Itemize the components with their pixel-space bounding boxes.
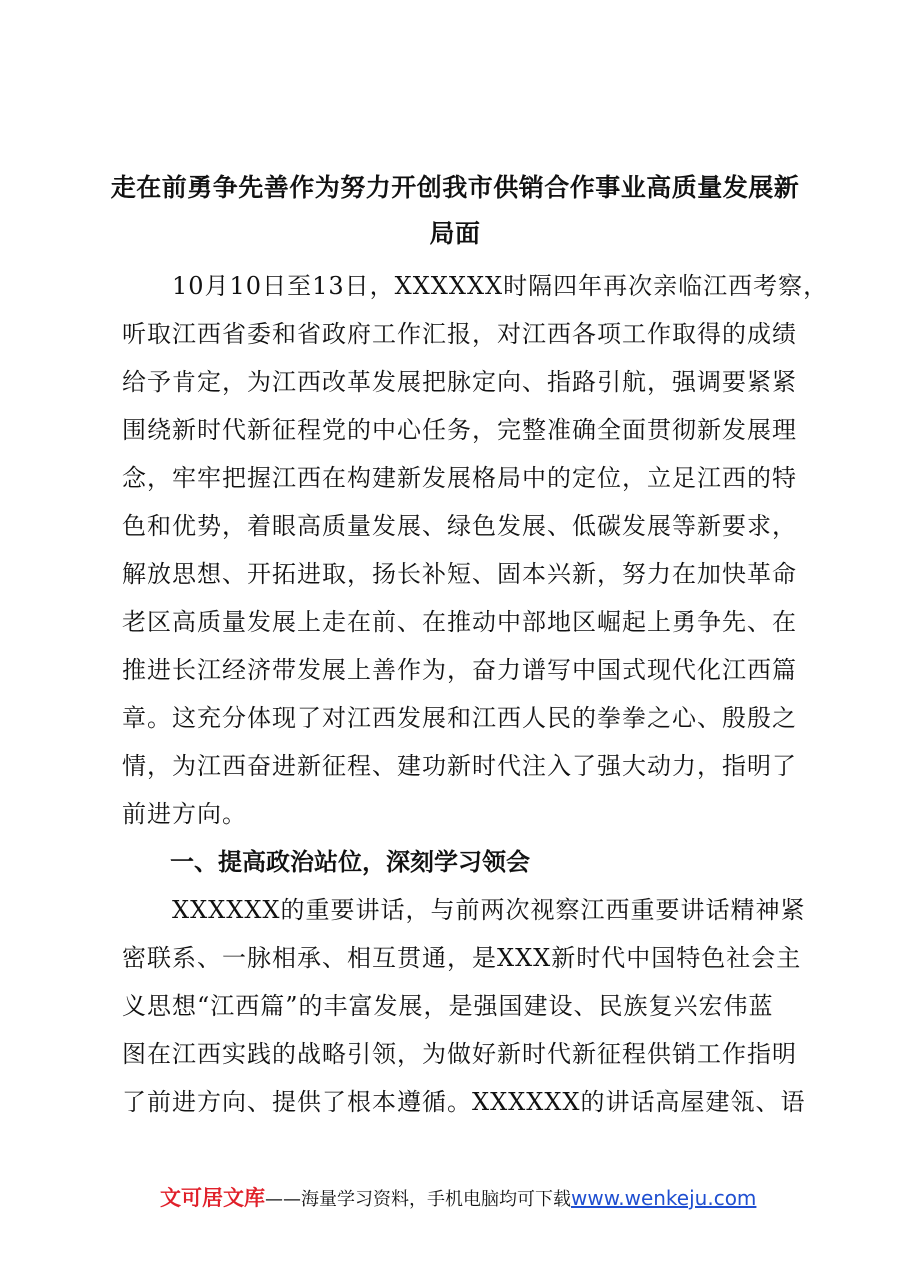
paragraph-line: 听取江西省委和省政府工作汇报，对江西各项工作取得的成绩 [122, 320, 797, 348]
paragraph-line: 念，牢牢把握江西在构建新发展格局中的定位，立足江西的特 [122, 464, 797, 492]
paragraph-line: 推进长江经济带发展上善作为，奋力谱写中国式现代化江西篇 [122, 656, 797, 684]
paragraph-line: 密联系、一脉相承、相互贯通，是XXX新时代中国特色社会主 [122, 944, 802, 972]
paragraph-line: 义思想“江西篇”的丰富发展，是强国建设、民族复兴宏伟蓝 [122, 992, 774, 1020]
paragraph-line: 色和优势，着眼高质量发展、绿色发展、低碳发展等新要求， [122, 512, 797, 540]
paragraph-line: 情，为江西奋进新征程、建功新时代注入了强大动力，指明了 [122, 752, 797, 780]
footer-site-link[interactable]: www.wenkeju.com [571, 1186, 757, 1210]
footer-slogan: ——海量学习资料，手机电脑均可下载 [265, 1189, 571, 1210]
paragraph-line: 章。这充分体现了对江西发展和江西人民的拳拳之心、殷殷之 [122, 704, 797, 732]
document-title-line-1: 走在前勇争先善作为努力开创我市供销合作事业高质量发展新 [110, 173, 800, 202]
footer-banner [160, 1182, 756, 1212]
paragraph-line: 老区高质量发展上走在前、在推动中部地区崛起上勇争先、在 [122, 608, 797, 636]
paragraph-line: XXXXXX的重要讲话，与前两次视察江西重要讲话精神紧 [122, 896, 806, 924]
document-title-line-2: 局面 [429, 219, 481, 248]
paragraph-line: 10月10日至13日，XXXXXX时隔四年再次亲临江西考察， [122, 272, 829, 300]
paragraph-line: 前进方向。 [122, 800, 247, 828]
paragraph-line: 图在江西实践的战略引领，为做好新时代新征程供销工作指明 [122, 1040, 797, 1068]
section-heading-1: 一、提高政治站位，深刻学习领会 [170, 848, 530, 876]
paragraph-line: 给予肯定，为江西改革发展把脉定向、指路引航，强调要紧紧 [122, 368, 797, 396]
paragraph-line: 围绕新时代新征程党的中心任务，完整准确全面贯彻新发展理 [122, 416, 797, 444]
paragraph-line: 了前进方向、提供了根本遵循。XXXXXX的讲话高屋建瓴、语 [122, 1088, 806, 1116]
footer-brand: 文可居文库 [160, 1186, 265, 1210]
paragraph-line: 解放思想、开拓进取，扬长补短、固本兴新，努力在加快革命 [122, 560, 797, 588]
